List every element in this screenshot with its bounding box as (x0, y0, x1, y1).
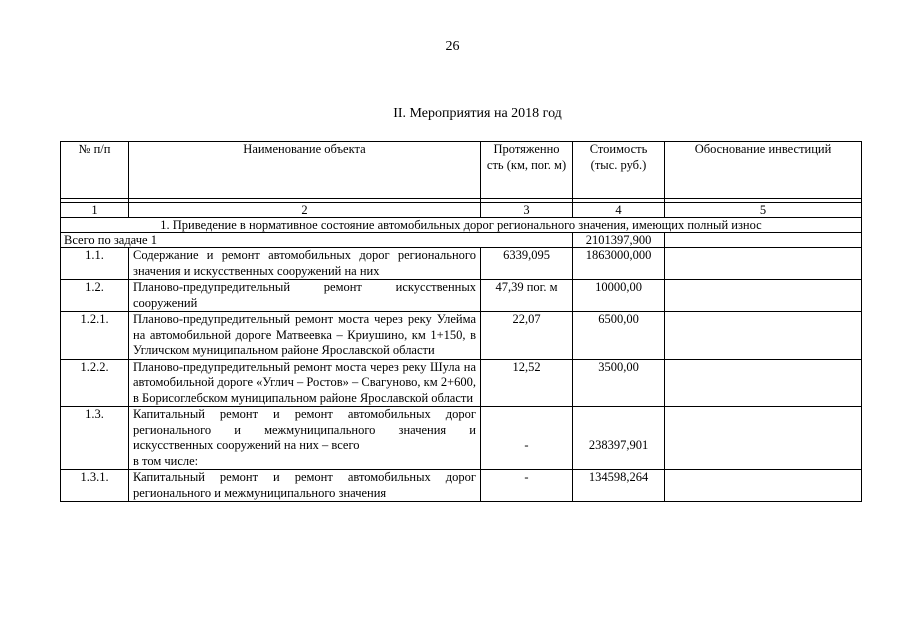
page-number: 26 (445, 39, 460, 54)
row-num: 1.2.1. (61, 312, 129, 360)
row-justification (665, 359, 862, 407)
row-justification (665, 280, 862, 312)
row-length: 47,39 пог. м (481, 280, 573, 312)
row-cost: 1863000,000 (573, 248, 665, 280)
row-cost: 10000,00 (573, 280, 665, 312)
total-label: Всего по задаче 1 (61, 233, 573, 248)
measures-table (60, 141, 862, 502)
row-cost: 238397,901 (573, 407, 665, 470)
table-row (61, 248, 862, 280)
total-row (61, 233, 862, 248)
column-number: 5 (665, 203, 862, 218)
row-num: 1.3. (61, 407, 129, 470)
total-justification (665, 233, 862, 248)
row-cost: 6500,00 (573, 312, 665, 360)
row-length: 12,52 (481, 359, 573, 407)
task-row (61, 218, 862, 233)
row-num: 1.2.2. (61, 359, 129, 407)
row-length: - (481, 470, 573, 502)
column-number: 2 (129, 203, 481, 218)
section-title: II. Мероприятия на 2018 год (393, 106, 562, 121)
header-length: Протяженно сть (км, пог. м) (481, 142, 573, 199)
table-row (61, 312, 862, 360)
header-num: № п/п (61, 142, 129, 199)
row-num: 1.1. (61, 248, 129, 280)
row-name: Планово-предупредительный ремонт моста через реку Улейма на автомобильной дороге Матвеевка – Криушино, км 1+150, в Угличском муниципальном районе Ярославской области (129, 312, 481, 360)
row-cost: 134598,264 (573, 470, 665, 502)
row-name-line: в том числе: (133, 453, 199, 468)
table-header-row (61, 142, 862, 199)
table-row (61, 359, 862, 407)
row-justification (665, 470, 862, 502)
header-justification: Обоснование инвестиций (665, 142, 862, 199)
row-name: Содержание и ремонт автомобильных дорог регионального значения и искусственных сооружений на них (129, 248, 481, 280)
row-justification (665, 312, 862, 360)
column-number: 4 (573, 203, 665, 218)
total-cost: 2101397,900 (573, 233, 665, 248)
column-number: 1 (61, 203, 129, 218)
row-num: 1.2. (61, 280, 129, 312)
row-name-line: Капитальный ремонт и ремонт автомобильных дорог регионального и межмуниципального значения и искусственных сооружений на них – всего (133, 407, 476, 452)
column-number: 3 (481, 203, 573, 218)
row-length: 22,07 (481, 312, 573, 360)
row-num: 1.3.1. (61, 470, 129, 502)
row-name (129, 407, 481, 470)
task-title: 1. Приведение в нормативное состояние автомобильных дорог регионального значения, имеющих полный износ (61, 218, 862, 233)
row-name: Планово-предупредительный ремонт искусственных сооружений (129, 280, 481, 312)
row-length: 6339,095 (481, 248, 573, 280)
row-name: Капитальный ремонт и ремонт автомобильных дорог регионального и межмуниципального значения (129, 470, 481, 502)
row-name: Планово-предупредительный ремонт моста через реку Шула на автомобильной дороге «Углич – Ростов» – Свагуново, км 2+600, в Борисоглебском муниципальном районе Ярославской области (129, 359, 481, 407)
header-cost: Стоимость (тыс. руб.) (573, 142, 665, 199)
header-name: Наименование объекта (129, 142, 481, 199)
row-length: - (481, 407, 573, 470)
row-justification (665, 407, 862, 470)
table-row (61, 280, 862, 312)
table-row (61, 407, 862, 470)
column-number-row (61, 203, 862, 218)
row-cost: 3500,00 (573, 359, 665, 407)
table-row (61, 470, 862, 502)
row-justification (665, 248, 862, 280)
